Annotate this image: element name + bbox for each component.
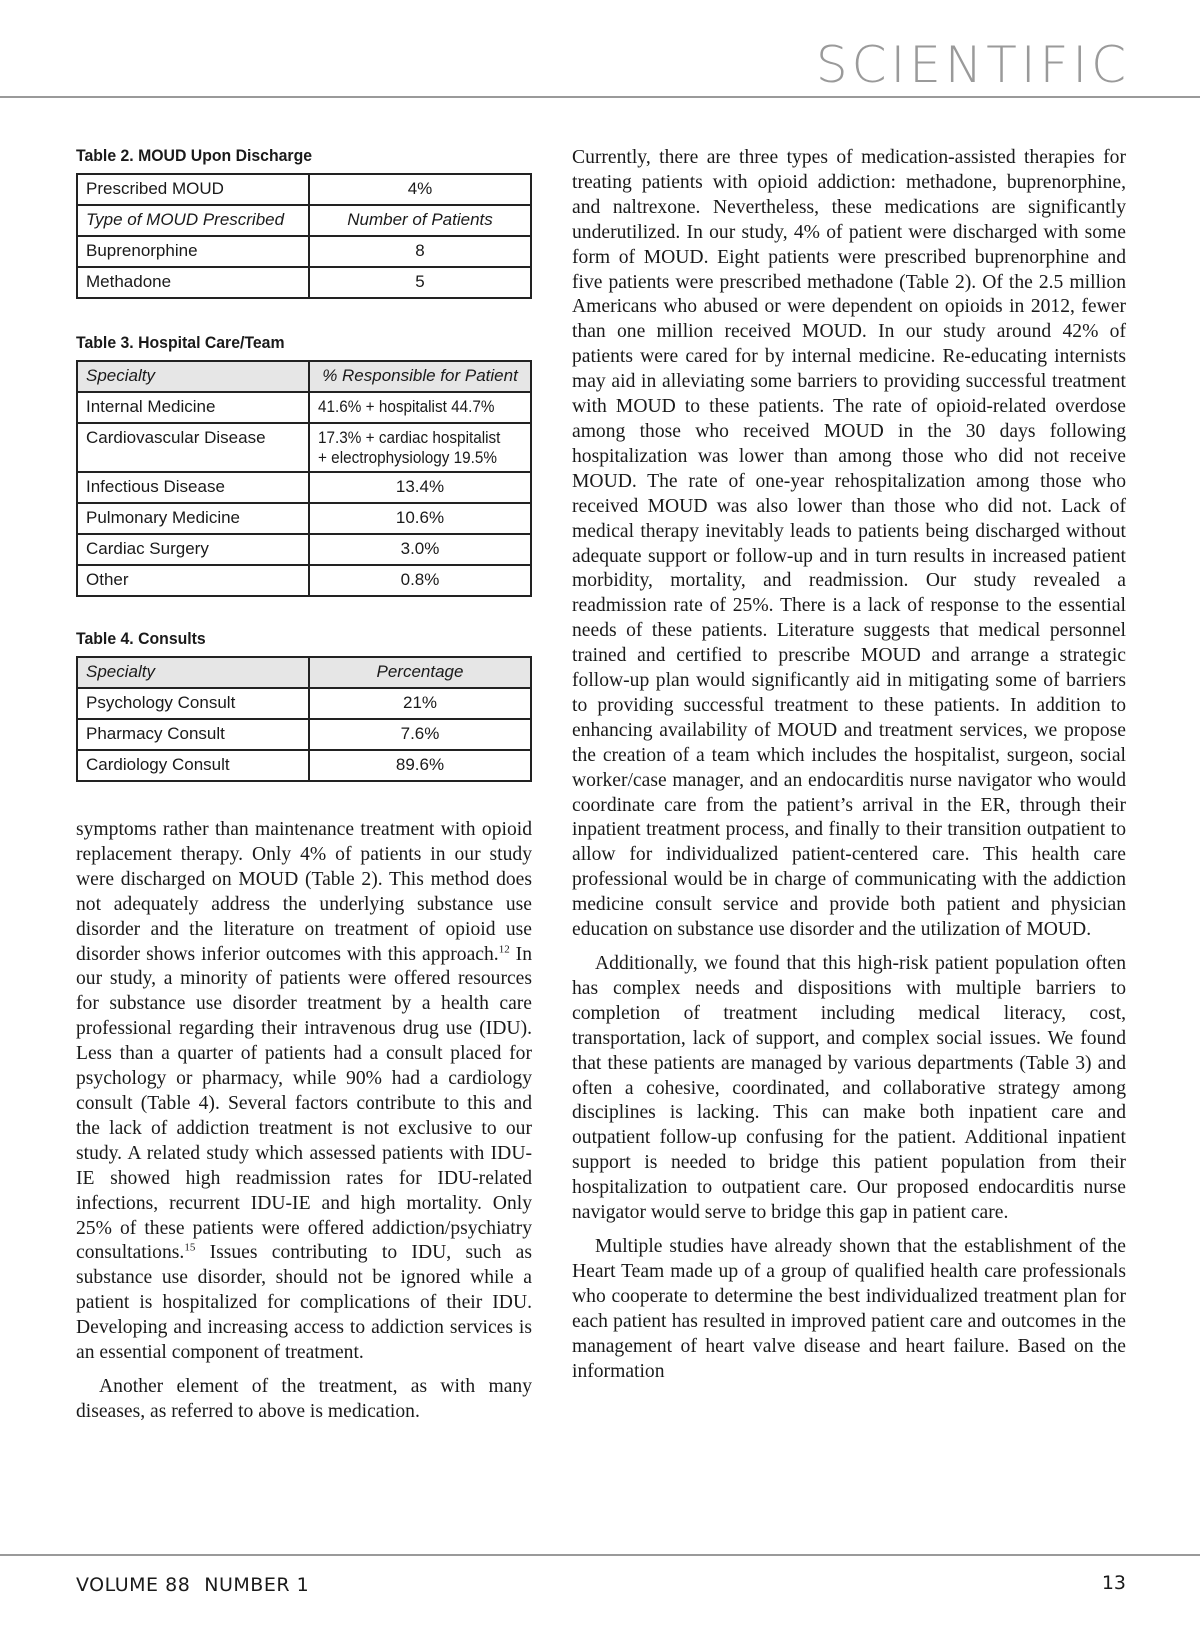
reference-mark: 12 bbox=[498, 943, 510, 955]
table-row bbox=[77, 503, 531, 534]
column-header: Specialty bbox=[77, 361, 309, 392]
table2-title: Table 2. MOUD Upon Discharge bbox=[76, 146, 313, 165]
table-header-row bbox=[77, 657, 531, 688]
text-run: In our study, a minority of patients were offered resources for substance use disorder treatment by a health care professional regarding their intravenous drug use (IDU). Less than a quarter of patients had a consult placed for psychology or pharmacy, while 90% had a cardiology consult (Table 4). Several factors contribute to this and the lack of addiction treatment is not exclusive to our study. A related study which assessed patients with IDU-IE showed high readmission rates for IDU-related infections, recurrent IDU-IE and high mortality. Only 25% of these patients were offered addiction/psychiatry consultations. bbox=[76, 943, 532, 1264]
table3 bbox=[76, 360, 532, 597]
cell-text-line1: 17.3% + cardiac hospitalist bbox=[318, 428, 501, 447]
column-header: % Responsible for Patient bbox=[309, 361, 531, 392]
number-label: NUMBER 1 bbox=[204, 1574, 310, 1596]
table-row bbox=[77, 236, 531, 267]
table-cell: 89.6% bbox=[309, 750, 531, 781]
table-cell: Infectious Disease bbox=[77, 472, 309, 503]
table-cell bbox=[309, 423, 531, 472]
table-cell: 10.6% bbox=[309, 503, 531, 534]
paragraph: Multiple studies have already shown that the establishment of the Heart Team made up of a group of qualified health care professionals who cooperate to determine the best individualized treatment plan for each patient has resulted in improved patient care and outcomes in the management of heart valve disease and heart failure. Based on the information bbox=[572, 1235, 1126, 1382]
table-cell: Pharmacy Consult bbox=[77, 719, 309, 750]
table-row bbox=[77, 392, 531, 423]
left-body-text bbox=[76, 818, 532, 1425]
table-row bbox=[77, 205, 531, 236]
table-cell: 3.0% bbox=[309, 534, 531, 565]
table-cell: 0.8% bbox=[309, 565, 531, 596]
table-row bbox=[77, 750, 531, 781]
table-cell: Cardiology Consult bbox=[77, 750, 309, 781]
table-row bbox=[77, 719, 531, 750]
table-row bbox=[77, 565, 531, 596]
paragraph: Additionally, we found that this high-risk patient population often has complex needs and dispositions with multiple barriers to completion of treatment including medical literacy, cost, transportation, lack of support, and complex social issues. We found that these patients are managed by various departments (Table 3) and often a cohesive, coordinated, and collaborative strategy among disciplines is lacking. This can make both inpatient care and outpatient follow-up confusing for the patient. Additional inpatient support is needed to bridge this patient population from their hospitalization to outpatient care. Our proposed endocarditis nurse navigator would serve to bridge this gap in patient care. bbox=[572, 953, 1126, 1224]
table-cell: 4% bbox=[309, 174, 531, 205]
table4-title: Table 4. Consults bbox=[76, 629, 206, 648]
paragraph: Another element of the treatment, as with many diseases, as referred to above is medication. bbox=[76, 1375, 532, 1422]
paragraph bbox=[76, 818, 532, 1366]
text-run: symptoms rather than maintenance treatment with opioid replacement therapy. Only 4% of patients in our study were discharged on MOUD (Table 2). This method does not adequately address the underlying substance use disorder and the literature on treatment of opioid use disorder shows inferior outcomes with this approach. bbox=[76, 819, 532, 965]
table-cell: Cardiac Surgery bbox=[77, 534, 309, 565]
table-row bbox=[77, 267, 531, 298]
table-cell: Internal Medicine bbox=[77, 392, 309, 423]
table-cell: 8 bbox=[309, 236, 531, 267]
page-number: 13 bbox=[1101, 1572, 1126, 1594]
table-cell: 13.4% bbox=[309, 472, 531, 503]
column-header: Specialty bbox=[77, 657, 309, 688]
table-cell: Methadone bbox=[77, 267, 309, 298]
table-cell: 7.6% bbox=[309, 719, 531, 750]
footer-rule bbox=[0, 1554, 1200, 1556]
table-cell: 5 bbox=[309, 267, 531, 298]
table2 bbox=[76, 173, 532, 299]
table-cell: Psychology Consult bbox=[77, 688, 309, 719]
column-header: Percentage bbox=[309, 657, 531, 688]
footer-volume bbox=[76, 1574, 309, 1596]
table-cell: Number of Patients bbox=[309, 205, 531, 236]
table-row bbox=[77, 534, 531, 565]
table-row bbox=[77, 688, 531, 719]
text-run: Issues contributing to IDU, such as substance use disorder, should not be ignored while a patient is hospitalized for complications of their IDU. Developing and increasing access to addiction services is an essential component of treatment. bbox=[76, 1242, 532, 1364]
table-row bbox=[77, 174, 531, 205]
paragraph: Currently, there are three types of medication-assisted therapies for treating patients with opioid addiction: methadone, buprenorphine, and naltrexone. Nevertheless, these medications are significantly underutilized. In our study, 4% of patient were discharged with some form of MOUD. Eight patients were prescribed buprenorphine and five patients were prescribed methadone (Table 2). Of the 2.5 million Americans who abused or were dependent on opioids in 2012, fewer than one million received MOUD. In our study around 42% of patients were cared for by internal medicine. Re-educating internists may aid in alleviating some barriers to providing successful treatment with MOUD to these patients. The rate of opioid-related overdose among those who received MOUD in the 30 days following hospitalization was lower than among those who did not receive MOUD. The rate of one-year rehospitalization among those who received MOUD was also lower than those who did not. Lack of medical therapy inevitably leads to patients being discharged without adequate support or follow-up and in turn results in increased patient morbidity, mortality, and readmission. Our study revealed a readmission rate of 25%. There is a lack of response to the essential needs of these patients. Literature suggests that medical personnel trained and certified to prescribe MOUD and arrange a strategic follow-up plan would significantly aid in mitigating some of barriers to providing successful treatment to these patients. In addition to enhancing availability of MOUD and treatment services, we propose the creation of a team which includes the hospitalist, surgeon, social worker/case manager, and an endocarditis nurse navigator who would coordinate care from the patient’s arrival in the ER, through their inpatient treatment process, and finally to their transition outpatient to allow for individualized patient-centered care. This health care professional would be in charge of communicating with the addiction medicine consult service and provide both patient and physician education on substance use disorder and the utilization of MOUD. bbox=[572, 147, 1126, 941]
table-cell: Type of MOUD Prescribed bbox=[77, 205, 309, 236]
table-cell: 21% bbox=[309, 688, 531, 719]
table-cell: Pulmonary Medicine bbox=[77, 503, 309, 534]
left-column bbox=[76, 146, 532, 1425]
table-header-row bbox=[77, 361, 531, 392]
right-column bbox=[572, 146, 1126, 1384]
section-label: SCIENTIFIC bbox=[815, 36, 1130, 94]
table-cell: Other bbox=[77, 565, 309, 596]
table-cell: Cardiovascular Disease bbox=[77, 423, 309, 472]
cell-text-line2: + electrophysiology 19.5% bbox=[318, 448, 498, 467]
table-row bbox=[77, 472, 531, 503]
cell-text: 41.6% + hospitalist 44.7% bbox=[318, 397, 495, 416]
table-cell: Buprenorphine bbox=[77, 236, 309, 267]
table-cell: Prescribed MOUD bbox=[77, 174, 309, 205]
table3-title: Table 3. Hospital Care/Team bbox=[76, 333, 285, 352]
volume-label: VOLUME 88 bbox=[76, 1574, 191, 1596]
reference-mark: 15 bbox=[184, 1241, 196, 1254]
table-cell bbox=[309, 392, 531, 423]
table4 bbox=[76, 656, 532, 782]
table-row bbox=[77, 423, 531, 472]
header-rule bbox=[0, 96, 1200, 98]
